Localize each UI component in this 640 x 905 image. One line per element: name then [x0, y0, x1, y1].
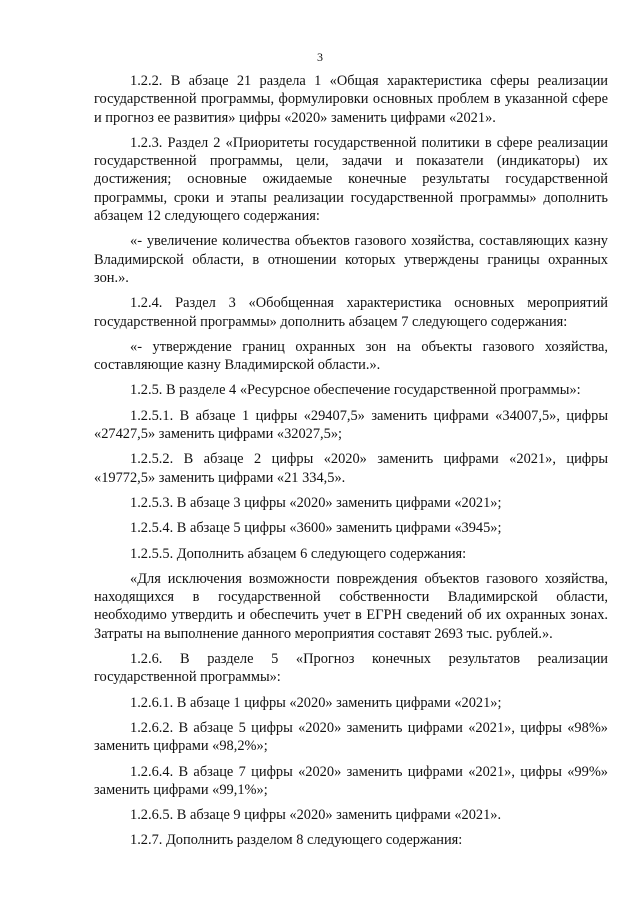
paragraph-1-2-4: 1.2.4. Раздел 3 «Обобщенная характеристика основных мероприятий государственной программы» дополнить абзацем 7 следующего содержания: [94, 295, 608, 330]
paragraph-1-2-2: 1.2.2. В абзаце 21 раздела 1 «Общая характеристика сферы реализации государственной программы, формулировки основных проблем в указанной сфере и прогноз ее развития» цифры «2020» заменить цифрами «2021». [94, 73, 608, 126]
paragraph-1-2-6-4: 1.2.6.4. В абзаце 7 цифры «2020» заменить цифрами «2021», цифры «99%» заменить цифрами «99,1%»; [94, 763, 608, 798]
paragraph-1-2-5-3: 1.2.5.3. В абзаце 3 цифры «2020» заменить цифрами «2021»; [130, 494, 502, 511]
paragraph-1-2-3: 1.2.3. Раздел 2 «Приоритеты государственной политики в сфере реализации государственной программы, цели, задачи и показатели (индикаторы) их достижения; основные ожидаемые конечные результаты государственной программы, сроки и этапы реализации государственной программы» дополнить абзацем 12 следующего содержания: [94, 134, 608, 225]
paragraph-1-2-5-1: 1.2.5.1. В абзаце 1 цифры «29407,5» заменить цифрами «34007,5», цифры «27427,5» заменить цифрами «32027,5»; [94, 407, 608, 443]
document-body [94, 72, 608, 857]
paragraph-1-2-5: 1.2.5. В разделе 4 «Ресурсное обеспечение государственной программы»: [130, 382, 581, 399]
paragraph-1-2-6: 1.2.6. В разделе 5 «Прогноз конечных результатов реализации государственной программы»: [94, 651, 608, 686]
paragraph-1-2-5-5: 1.2.5.5. Дополнить абзацем 6 следующего содержания: [130, 545, 467, 562]
paragraph-1-2-5-4: 1.2.5.4. В абзаце 5 цифры «3600» заменить цифрами «3945»; [130, 520, 502, 537]
paragraph-1-2-6-5: 1.2.6.5. В абзаце 9 цифры «2020» заменить цифрами «2021». [130, 807, 502, 824]
paragraph-quote-egrn: «Для исключения возможности повреждения объектов газового хозяйства, находящихся в государственной собственности Владимирской области, необходимо утвердить и обеспечить учет в ЕГРН сведений об их охранных зонах. Затраты на выполнение данного мероприятия составят 2693 тыс. рублей.». [94, 570, 608, 642]
paragraph-quote-protection-zones: «- утверждение границ охранных зон на объекты газового хозяйства, составляющие казну Владимирской области.». [94, 338, 608, 374]
paragraph-1-2-7: 1.2.7. Дополнить разделом 8 следующего содержания: [130, 832, 463, 849]
paragraph-1-2-6-2: 1.2.6.2. В абзаце 5 цифры «2020» заменить цифрами «2021», цифры «98%» заменить цифрами «98,2%»; [94, 719, 608, 755]
paragraph-quote-gas-objects: «- увеличение количества объектов газового хозяйства, составляющих казну Владимирской области, в отношении которых утверждены границы охранных зон.». [94, 233, 608, 286]
page-number: 3 [317, 50, 323, 64]
paragraph-1-2-5-2: 1.2.5.2. В абзаце 2 цифры «2020» заменить цифрами «2021», цифры «19772,5» заменить цифрами «21 334,5». [94, 451, 608, 486]
paragraph-1-2-6-1: 1.2.6.1. В абзаце 1 цифры «2020» заменить цифрами «2021»; [130, 694, 502, 711]
